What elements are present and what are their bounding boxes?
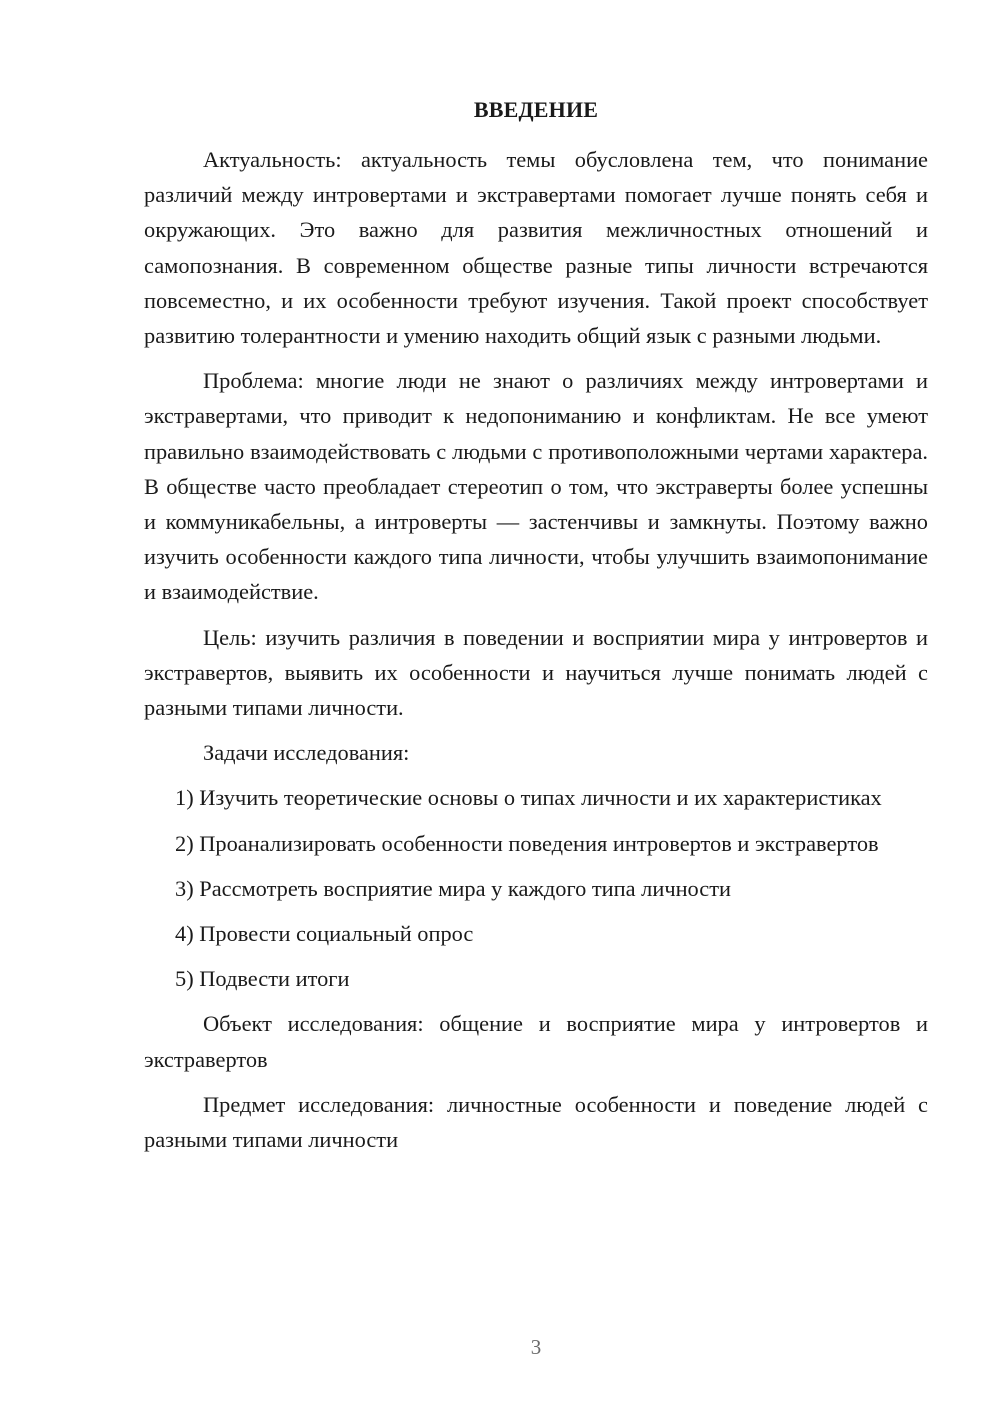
page-number: 3	[530, 1335, 542, 1359]
relevance-paragraph: Актуальность: актуальность темы обусловлена тем, что понимание различий между интровертами и экстравертами помогает лучше понять себя и окружающих. Это важно для развития межличностных отношений и самопознания. В современном обществе разные типы личности встречаются повсеместно, и их особенности требуют изучения. Такой проект способствует развитию толерантности и умению находить общий язык с разными людьми.	[144, 147, 928, 349]
problem-paragraph: Проблема: многие люди не знают о различиях между интровертами и экстравертами, что приводит к недопониманию и конфликтам. Не все умеют правильно взаимодействовать с людьми с противоположными чертами характера. В обществе часто преобладает стереотип о том, что экстраверты более успешны и коммуникабельны, а интроверты — застенчивы и замкнуты. Поэтому важно изучить особенности каждого типа личности, чтобы улучшить взаимопонимание и взаимодействие.	[144, 368, 928, 605]
section-heading: ВВЕДЕНИЕ	[473, 97, 599, 122]
goal-paragraph: Цель: изучить различия в поведении и восприятии мира у интровертов и экстравертов, выявить их особенности и научиться лучше понимать людей с разными типами личности.	[144, 624, 928, 721]
task-item-2: 2) Проанализировать особенности поведения интровертов и экстравертов	[175, 830, 879, 856]
task-item-1: 1) Изучить теоретические основы о типах личности и их характеристиках	[175, 785, 882, 811]
tasks-title: Задачи исследования:	[203, 740, 410, 766]
subject-paragraph: Предмет исследования: личностные особенности и поведение людей с разными типами личности	[144, 1091, 928, 1153]
task-item-5: 5) Подвести итоги	[175, 966, 350, 992]
task-item-4: 4) Провести социальный опрос	[175, 921, 474, 947]
document-body	[144, 142, 928, 1167]
task-item-3: 3) Рассмотреть восприятие мира у каждого типа личности	[175, 875, 732, 901]
object-paragraph: Объект исследования: общение и восприятие мира у интровертов и экстравертов	[144, 1011, 928, 1072]
